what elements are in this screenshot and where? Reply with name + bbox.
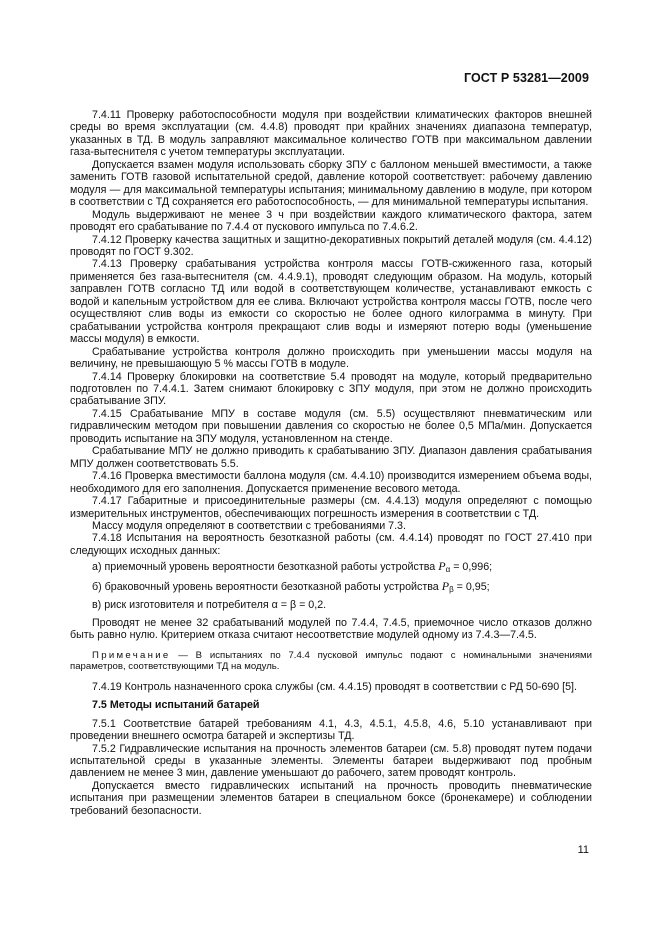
paragraph: Срабатывание устройства контроля должно происходить при уменьшении массы модуля на величину, не превышающую 5 % массы ГОТВ в модуле.: [70, 345, 592, 371]
paragraph-7-4-13: 7.4.13 Проверку срабатывания устройства контроля массы ГОТВ-сжиженного газа, который применяется без газа-вытеснителя (см. 4.4.9.1), проводят следующим образом. На модуль, который заправлен ГОТВ согласно ТД или водой в соответствующем количестве, устанавливают емкость с водой и капельным устройством для ее слива. Включают устройства контроля массы ГОТВ, после чего осуществляют слив воды из емкости со скоростью не более одного килограмма в минуту. При срабатывании устройства контроля прекращают слив воды и измеряют потерю воды (уменьшение массы модуля) в емкости.: [70, 258, 592, 346]
page-number: 11: [577, 844, 589, 856]
note-text: — В испытаниях по 7.4.4 пусковой импульс подают с номинальными значениями параметров, соответствующими ТД на модуль.: [70, 649, 592, 673]
paragraph: Допускается взамен модуля использовать сборку ЗПУ с баллоном меньшей вместимости, а также заменить ГОТВ газовой испытательной средой, давление которой соответствует: рабочему давлению модуля — для максимальной температуры испытания; минимальному давлению в модуле, при котором в соответствии с ТД сохраняется его работоспособность, — для минимальной температуры испытания.: [70, 158, 592, 209]
subscript-alpha: α: [445, 565, 451, 575]
paragraph: Модуль выдерживают не менее 3 ч при воздействии каждого климатического фактора, затем проводят его срабатывание по 7.4.4 от пускового импульса по 7.4.6.2.: [70, 208, 592, 234]
symbol-p: P: [438, 559, 446, 574]
paragraph-7-4-17: 7.4.17 Габаритные и присоединительные размеры (см. 4.4.13) модуля определяют с помощью измерительных инструментов, обеспечивающих погрешность измерения в соответствии с ТД.: [70, 495, 592, 520]
paragraph-7-4-14: 7.4.14 Проверку блокировки на соответствие 5.4 проводят на модуле, который предварительно подготовлен по 7.4.4.1. Затем снимают блокировку с ЗПУ модуля, при этом не должно происходить срабатывание ЗПУ.: [70, 370, 592, 408]
paragraph: Срабатывание МПУ не должно приводить к срабатыванию ЗПУ. Диапазон давления срабатывания МПУ должен соответствовать 5.5.: [70, 445, 592, 470]
note: [70, 650, 592, 673]
paragraph: Проводят не менее 32 срабатываний модулей по 7.4.4, 7.4.5, приемочное число отказов должно быть равно нулю. Критерием отказа считают несоответствие модулей одному из 7.4.3—7.4.5.: [70, 616, 592, 642]
list-item-b: б) браковочный уровень вероятности безотказной работы устройства $P_\beta = 0,95$;: [92, 578, 490, 594]
paragraph-7-4-19: 7.4.19 Контроль назначенного срока службы (см. 4.4.15) проводят в соответствии с РД 50-690 [5].: [92, 680, 577, 693]
paragraph-7-4-11: 7.4.11 Проверку работоспособности модуля при воздействии климатических факторов внешней среды во время эксплуатации (см. 4.4.8) проводят при крайних значениях диапазона температур, указанных в ТД. В модуль заправляют максимальное количество ГОТВ при максимальном давлении газа-вытеснителя с учетом температуры эксплуатации.: [70, 109, 592, 159]
paragraph-7-4-15: 7.4.15 Срабатывание МПУ в составе модуля (см. 5.5) осуществляют пневматическим или гидравлическим методом при повышении давления со скоростью не более 0,5 МПа/мин. Допускается проводить испытание на ЗПУ модуля, установленном на стенде.: [70, 407, 592, 445]
paragraph: Массу модуля определяют в соответствии с требованиями 7.3.: [92, 519, 406, 532]
subscript-beta: β: [449, 584, 454, 594]
list-item-a: а) приемочный уровень вероятности безотказной работы устройства $P_\alpha = 0,996$;: [92, 559, 493, 575]
paragraph-7-5-2: 7.5.2 Гидравлические испытания на прочность элементов батареи (см. 5.8) проводят путем подачи испытательной среды в указанные элементы. Элементы батареи выдерживают под пробным давлением не менее 3 мин, давление уменьшают до рабочего, затем проводят контроль.: [70, 742, 592, 780]
section-title: 7.5 Методы испытаний батарей: [92, 699, 260, 712]
document-body: [70, 109, 592, 817]
paragraph-7-4-12: 7.4.12 Проверку качества защитных и защитно-декоративных покрытий деталей модуля (см. 4.4.12) проводят по ГОСТ 9.302.: [70, 233, 592, 258]
paragraph-7-4-16: 7.4.16 Проверка вместимости баллона модуля (см. 4.4.10) производится измерением объема воды, необходимого для его заполнения. Допускается применение весового метода.: [70, 470, 592, 495]
note-label: Примечание: [92, 649, 171, 661]
paragraph: Допускается вместо гидравлических испытаний на прочность проводить пневматические испытания при размещении элементов батареи в специальном боксе (бронекамере) и соблюдении требований безопасности.: [70, 779, 592, 817]
document-header: ГОСТ Р 53281—2009: [463, 71, 589, 85]
list-item-c: в) риск изготовителя и потребителя α = β = 0,2.: [92, 599, 327, 612]
paragraph-7-4-18: 7.4.18 Испытания на вероятность безотказной работы (см. 4.4.14) проводят по ГОСТ 27.410 при следующих исходных данных:: [70, 532, 592, 557]
paragraph-7-5-1: 7.5.1 Соответствие батарей требованиям 4.1, 4.3, 4.5.1, 4.5.8, 4.6, 5.10 устанавливают при проведении внешнего осмотра батарей и экспертизы ТД.: [70, 717, 592, 743]
symbol-p: P: [441, 578, 450, 593]
